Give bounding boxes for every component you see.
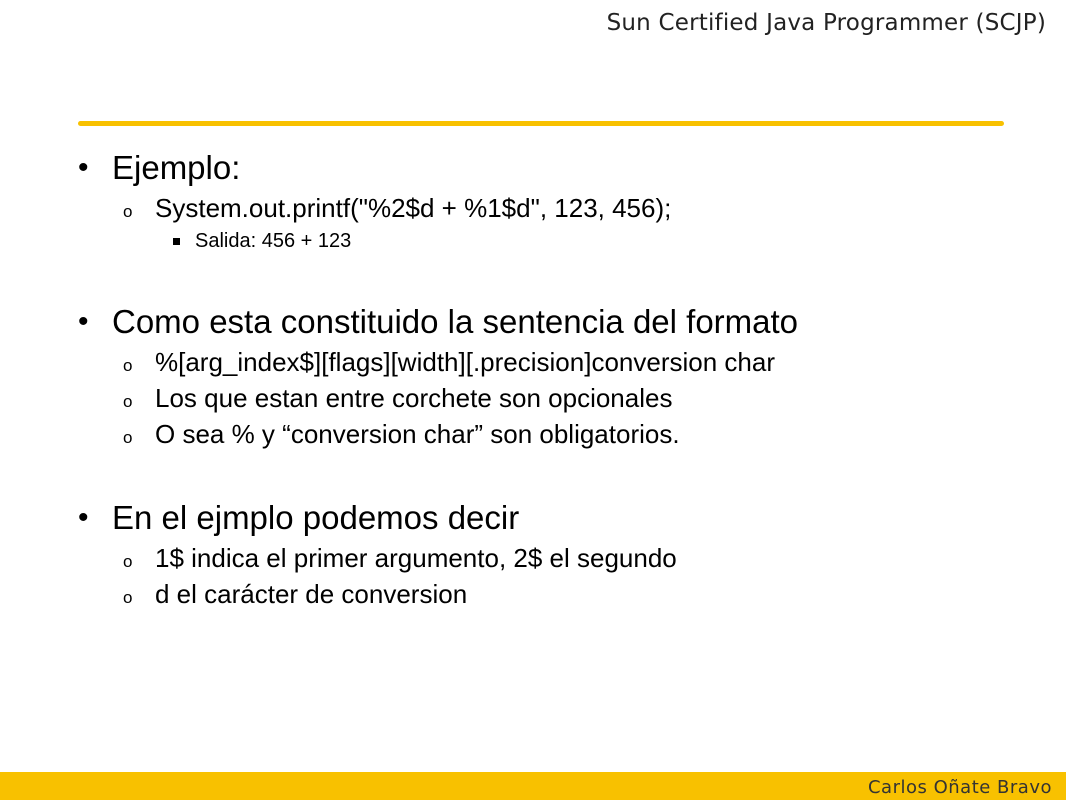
- sub-bullet: [78, 190, 1038, 226]
- bullet-heading: [78, 496, 1038, 540]
- sub-sub-bullet: [78, 226, 1038, 256]
- bullet-heading-text: Como esta constituido la sentencia del formato: [112, 303, 799, 340]
- circle-bullet-icon: o: [123, 202, 133, 221]
- circle-bullet-icon: o: [123, 392, 133, 411]
- sub-bullet-text: %[arg_index$][flags][width][.precision]conversion char: [155, 347, 775, 377]
- sub-bullet: [78, 380, 1038, 416]
- bullet-heading: [78, 300, 1038, 344]
- bullet-dot-icon: •: [78, 305, 89, 338]
- footer-author: Carlos Oñate Bravo: [867, 777, 1052, 798]
- bullet-heading-text: En el ejmplo podemos decir: [112, 499, 520, 536]
- circle-bullet-icon: o: [123, 588, 133, 607]
- bullet-dot-icon: •: [78, 151, 89, 184]
- bullet-heading-text: Ejemplo:: [112, 149, 241, 186]
- sub-bullet-text: System.out.printf("%2$d + %1$d", 123, 456);: [155, 193, 672, 223]
- header-divider: [78, 121, 1004, 126]
- bullet-dot-icon: •: [78, 501, 89, 534]
- sub-bullet-text: d el carácter de conversion: [155, 579, 468, 609]
- square-bullet-icon: [173, 238, 180, 245]
- circle-bullet-icon: o: [123, 552, 133, 571]
- sub-bullet: [78, 576, 1038, 612]
- slide-content: [78, 146, 1038, 612]
- sub-bullet: [78, 540, 1038, 576]
- circle-bullet-icon: o: [123, 356, 133, 375]
- sub-sub-bullet-text: Salida: 456 + 123: [195, 230, 352, 252]
- sub-bullet: [78, 344, 1038, 380]
- slide-header-title: Sun Certified Java Programmer (SCJP): [606, 10, 1046, 36]
- section-explanation: [78, 496, 1038, 612]
- sub-bullet-text: Los que estan entre corchete son opcionales: [155, 383, 673, 413]
- sub-bullet-text: 1$ indica el primer argumento, 2$ el segundo: [155, 543, 677, 573]
- section-example: [78, 146, 1038, 256]
- sub-bullet: [78, 416, 1038, 452]
- circle-bullet-icon: o: [123, 428, 133, 447]
- sub-bullet-text: O sea % y “conversion char” son obligatorios.: [155, 419, 680, 449]
- bullet-heading: [78, 146, 1038, 190]
- section-format: [78, 300, 1038, 452]
